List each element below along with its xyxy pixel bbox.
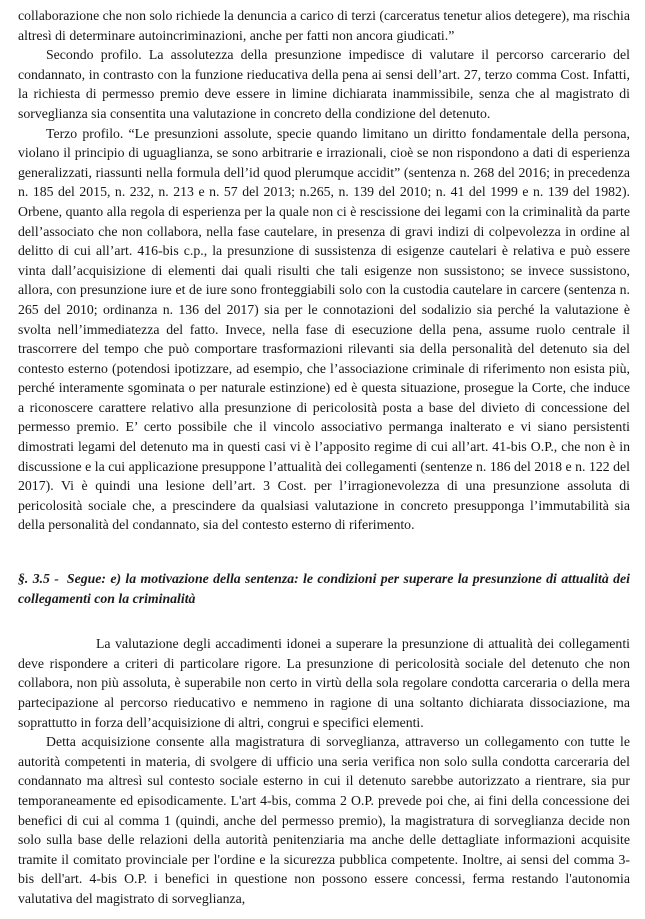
- paragraph-quote-end: collaborazione che non solo richiede la denuncia a carico di terzi (carceratus tenetur alios detegere), ma rischia altresì di determinare autoincriminazioni, anche per fatti non ancora giudicati.”: [18, 8, 630, 43]
- document-page: [18, 6, 630, 909]
- section-number: §. 3.5 -: [18, 571, 59, 587]
- section-title: Segue: e) la motivazione della sentenza: le condizioni per superare la presunzione di attualità dei collegamenti con la criminalità: [18, 571, 630, 606]
- paragraph-valutazione: La valutazione degli accadimenti idonei a superare la presunzione di attualità dei collegamenti deve rispondere a criteri di particolare rigore. La presunzione di pericolosità sociale del detenuto che non collabora, non più assoluta, è superabile non certo in virtù della sola regolare condotta carceraria o della mera partecipazione al percorso rieducativo e nemmeno in ragione di una soltanto dichiarata dissociazione, ma soprattutto in forza dell’acquisizione di altri, congrui e specifici elementi.: [18, 636, 630, 730]
- paragraph-acquisizione: Detta acquisizione consente alla magistratura di sorveglianza, attraverso un collegamento con tutte le autorità competenti in materia, di svolgere di ufficio una seria verifica non solo sulla condotta carceraria del condannato ma altresì sul contesto sociale esterno in cui il detenuto sarebbe autorizzato a rientrare, sia pur temporaneamente ed episodicamente. L'art 4-bis, comma 2 O.P. prevede poi che, ai fini della concessione dei benefici di cui al comma 1 (quindi, anche del permesso premio), la magistratura di sorveglianza decide non solo sulla base delle relazioni della autorità penitenziaria ma anche delle dettagliate informazioni acquisite tramite il comitato provinciale per l'ordine e la sicurezza pubblica competente. Inoltre, ai sensi del comma 3-bis dell'art. 4-bis O.P. i benefici in questione non possono essere concessi, ferma restando l'autonomia valutativa del magistrato di sorveglianza,: [18, 734, 630, 906]
- section-heading: [18, 569, 630, 608]
- paragraph-terzo-profilo: Terzo profilo. “Le presunzioni assolute, specie quando limitano un diritto fondamentale della persona, violano il principio di uguaglianza, se sono arbitrarie e irrazionali, cioè se non rispondono a dati di esperienza generalizzati, riassunti nella formula dell’id quod plerumque accidit” (sentenza n. 268 del 2016; in precedenza n. 185 del 2015, n. 232, n. 213 e n. 57 del 2013; n.265, n. 139 del 2010; n. 41 del 1999 e n. 139 del 1982). Orbene, quanto alla regola di esperienza per la quale non ci è rescissione dei legami con la criminalità da parte dell’associato che non collabora, nella fase cautelare, in presenza di gravi indizi di colpevolezza in ordine al delitto di cui all’art. 416-bis c.p., la presunzione di sussistenza di esigenze cautelari è relativa e può essere vinta dall’acquisizione di elementi dai quali risulti che tali esigenze non sussistono; se invece sussistono, allora, con presunzione iure et de iure sono fronteggiabili solo con la custodia cautelare in carcere (sentenza n. 265 del 2010; ordinanza n. 136 del 2017) sia per le connotazioni del sodalizio sia perché la valutazione è svolta nell’immediatezza del fatto. Invece, nella fase di esecuzione della pena, assume ruolo centrale il trascorrere del tempo che può comportare trasformazioni rilevanti sia della personalità del detenuto sia del contesto esterno (potendosi ipotizzare, ad esempio, che l’associazione criminale di riferimento non esista più, perché interamente sgominata o per naturale estinzione) ed è questa situazione, prosegue la Corte, che induce a riconoscere carattere relativo alla presunzione di pericolosità posta a base del divieto di concessione del permesso premio. E’ certo possibile che il vincolo associativo permanga inalterato e vi siano persistenti dimostrati legami del detenuto ma in questi casi vi è l’apposito regime di cui all’art. 41-bis O.P., che non è in discussione e la cui applicazione presuppone l’attualità dei collegamenti (sentenze n. 186 del 2018 e n. 122 del 2017). Vi è quindi una lesione dell’art. 3 Cost. per l’irragionevolezza di una presunzione assoluta di pericolosità sociale che, a prescindere da qualsiasi valutazione in concreto presupponga l’immutabilità sia della personalità del condannato, sia del contesto esterno di riferimento.: [18, 125, 630, 533]
- paragraph-secondo-profilo: Secondo profilo. La assolutezza della presunzione impedisce di valutare il percorso carcerario del condannato, in contrasto con la funzione rieducativa della pena ai sensi dell’art. 27, terzo comma Cost. Infatti, la richiesta di permesso premio deve essere in limine dichiarata inammissibile, senza che al magistrato di sorveglianza sia consentita una valutazione in concreto della condizione del detenuto.: [18, 47, 630, 121]
